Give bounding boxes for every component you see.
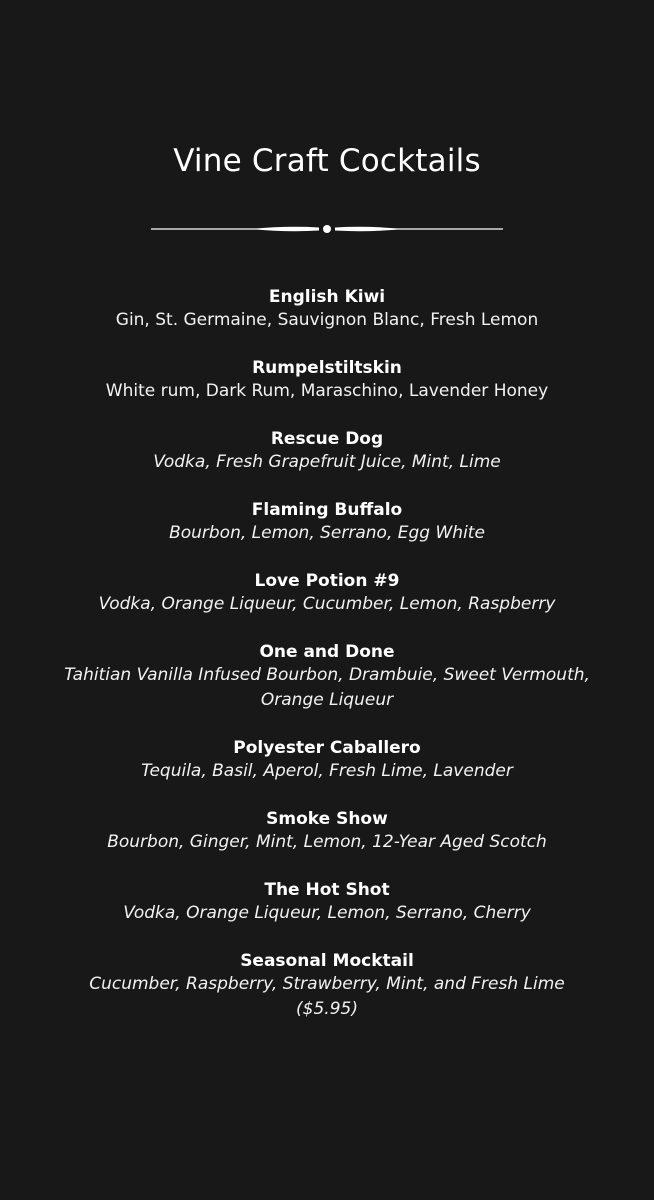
menu-title: Vine Craft Cocktails xyxy=(173,143,481,179)
item-name: Polyester Caballero xyxy=(233,738,421,758)
menu-item-flaming-buffalo xyxy=(0,499,654,546)
item-description: Vodka, Orange Liqueur, Cucumber, Lemon, Raspberry xyxy=(98,594,556,614)
item-description: Tequila, Basil, Aperol, Fresh Lime, Lavender xyxy=(141,761,513,781)
menu-item-english-kiwi xyxy=(0,286,654,333)
item-description: Bourbon, Ginger, Mint, Lemon, 12-Year Aged Scotch xyxy=(107,832,547,852)
item-name: Love Potion #9 xyxy=(254,571,400,591)
menu-item-one-and-done xyxy=(0,641,654,713)
menu-item-seasonal-mocktail xyxy=(0,950,654,1022)
item-description: Tahitian Vanilla Infused Bourbon, Drambuie, Sweet Vermouth, Orange Liqueur xyxy=(64,665,590,710)
item-description: Cucumber, Raspberry, Strawberry, Mint, and Fresh Lime ($5.95) xyxy=(89,974,565,1019)
item-description: Vodka, Orange Liqueur, Lemon, Serrano, Cherry xyxy=(123,903,531,923)
item-name: Flaming Buffalo xyxy=(251,500,403,520)
ornamental-divider-icon xyxy=(151,219,503,239)
menu-item-rumpelstiltskin xyxy=(0,357,654,404)
item-name: Rumpelstiltskin xyxy=(252,358,402,378)
item-description: White rum, Dark Rum, Maraschino, Lavender Honey xyxy=(105,381,549,401)
item-name: Seasonal Mocktail xyxy=(240,951,414,971)
menu-item-rescue-dog xyxy=(0,428,654,475)
menu-item-polyester-caballero xyxy=(0,737,654,784)
cocktail-list xyxy=(0,286,654,1046)
item-name: One and Done xyxy=(259,642,395,662)
item-name: Rescue Dog xyxy=(270,429,384,449)
item-description: Gin, St. Germaine, Sauvignon Blanc, Fresh Lemon xyxy=(115,310,539,330)
menu-item-the-hot-shot xyxy=(0,879,654,926)
menu-item-love-potion-9 xyxy=(0,570,654,617)
item-name: English Kiwi xyxy=(268,287,386,307)
item-name: Smoke Show xyxy=(266,809,388,829)
item-name: The Hot Shot xyxy=(264,880,390,900)
item-description: Vodka, Fresh Grapefruit Juice, Mint, Lime xyxy=(153,452,501,472)
menu-item-smoke-show xyxy=(0,808,654,855)
item-description: Bourbon, Lemon, Serrano, Egg White xyxy=(169,523,485,543)
